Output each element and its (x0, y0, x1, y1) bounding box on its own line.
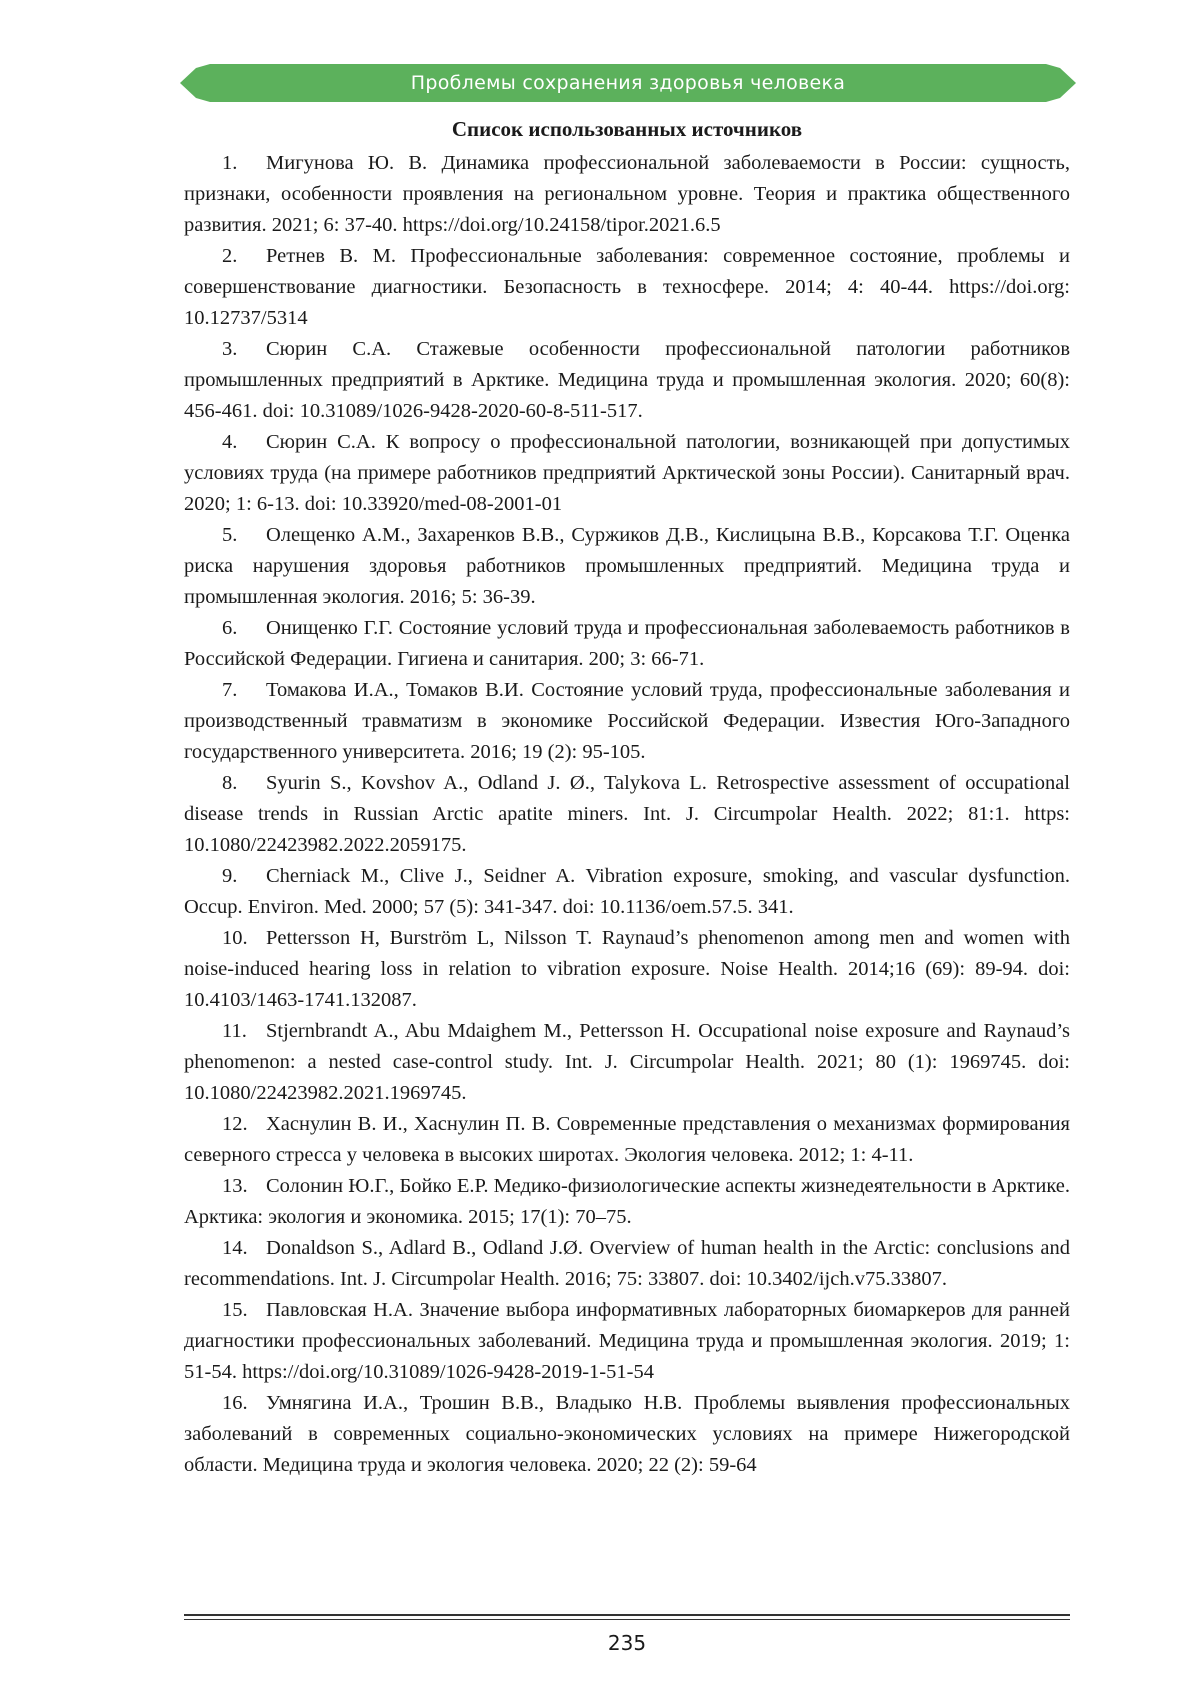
reference-list (184, 148, 1070, 1481)
reference-text: Умнягина И.А., Трошин В.В., Владыко Н.В. Проблемы выявления профессиональных заболеваний в современных социально-экономических условиях на примере Нижегородской области. Медицина труда и экология человека. 2020; 22 (2): 59-64 (184, 1392, 1070, 1476)
header-title: Проблемы сохранения здоровья человека (180, 64, 1076, 102)
reference-number: 6. (222, 613, 266, 644)
reference-text: Donaldson S., Adlard B., Odland J.Ø. Overview of human health in the Arctic: conclusions and recommendations. Int. J. Circumpolar Health. 2016; 75: 33807. doi: 10.3402/ijch.v75.33807. (184, 1237, 1070, 1290)
reference-number: 2. (222, 241, 266, 272)
running-header (180, 64, 1076, 102)
reference-number: 4. (222, 427, 266, 458)
reference-number: 9. (222, 861, 266, 892)
reference-text: Олещенко А.М., Захаренков В.В., Суржиков Д.В., Кислицына В.В., Корсакова Т.Г. Оценка риска нарушения здоровья работников промышленных предприятий. Медицина труда и промышленная экология. 2016; 5: 36-39. (184, 524, 1070, 608)
reference-text: Павловская Н.А. Значение выбора информативных лабораторных биомаркеров для ранней диагностики профессиональных заболеваний. Медицина труда и промышленная экология. 2019; 1: 51-54. https://doi.org/10.31089/1026-9428-2019-1-51-54 (184, 1299, 1070, 1383)
reference-item (184, 427, 1070, 520)
footer-rule-line (184, 1614, 1070, 1616)
reference-item (184, 923, 1070, 1016)
footer-rule (184, 1614, 1070, 1623)
reference-number: 12. (222, 1109, 266, 1140)
reference-text: Syurin S., Kovshov A., Odland J. Ø., Talykova L. Retrospective assessment of occupational disease trends in Russian Arctic apatite miners. Int. J. Circumpolar Health. 2022; 81:1. https: 10.1080/22423982.2022.2059175. (184, 772, 1070, 856)
reference-item (184, 1171, 1070, 1233)
reference-text: Мигунова Ю. В. Динамика профессиональной заболеваемости в России: сущность, признаки, особенности проявления на региональном уровне. Теория и практика общественного развития. 2021; 6: 37-40. https://doi.org/10.24158/tipor.2021.6.5 (184, 152, 1070, 236)
reference-item (184, 520, 1070, 613)
reference-text: Stjernbrandt A., Abu Mdaighem M., Pettersson H. Occupational noise exposure and Raynaud’s phenomenon: a nested case-control study. Int. J. Circumpolar Health. 2021; 80 (1): 1969745. doi: 10.1080/22423982.2021.1969745. (184, 1020, 1070, 1104)
reference-text: Cherniack M., Clive J., Seidner A. Vibration exposure, smoking, and vascular dysfunction. Occup. Environ. Med. 2000; 57 (5): 341-347. doi: 10.1136/oem.57.5. 341. (184, 865, 1070, 918)
reference-item (184, 861, 1070, 923)
reference-item (184, 1295, 1070, 1388)
reference-text: Сюрин С.А. К вопросу о профессиональной патологии, возникающей при допустимых условиях труда (на примере работников предприятий Арктической зоны России). Санитарный врач. 2020; 1: 6-13. doi: 10.33920/med-08-2001-01 (184, 431, 1070, 515)
reference-number: 7. (222, 675, 266, 706)
reference-number: 15. (222, 1295, 266, 1326)
reference-text: Хаснулин В. И., Хаснулин П. В. Современные представления о механизмах формирования северного стресса у человека в высоких широтах. Экология человека. 2012; 1: 4-11. (184, 1113, 1070, 1166)
footer-rule-line (184, 1619, 1070, 1621)
reference-number: 14. (222, 1233, 266, 1264)
references-section (184, 114, 1070, 1481)
reference-text: Солонин Ю.Г., Бойко Е.Р. Медико-физиологические аспекты жизнедеятельности в Арктике. Арктика: экология и экономика. 2015; 17(1): 70–75. (184, 1175, 1070, 1228)
reference-number: 10. (222, 923, 266, 954)
reference-number: 13. (222, 1171, 266, 1202)
reference-number: 11. (222, 1016, 266, 1047)
reference-item (184, 1016, 1070, 1109)
reference-text: Томакова И.А., Томаков В.И. Состояние условий труда, профессиональные заболевания и производственный травматизм в экономике Российской Федерации. Известия Юго-Западного государственного университета. 2016; 19 (2): 95-105. (184, 679, 1070, 763)
reference-text: Ретнев В. М. Профессиональные заболевания: современное состояние, проблемы и совершенствование диагностики. Безопасность в техносфере. 2014; 4: 40-44. https://doi.org: 10.12737/5314 (184, 245, 1070, 329)
reference-item (184, 1233, 1070, 1295)
reference-item (184, 334, 1070, 427)
reference-text: Сюрин С.А. Стажевые особенности профессиональной патологии работников промышленных предприятий в Арктике. Медицина труда и промышленная экология. 2020; 60(8): 456-461. doi: 10.31089/1026-9428-2020-60-8-511-517. (184, 338, 1070, 422)
reference-item (184, 241, 1070, 334)
reference-number: 1. (222, 148, 266, 179)
reference-text: Онищенко Г.Г. Состояние условий труда и профессиональная заболеваемость работников в Российской Федерации. Гигиена и санитария. 200; 3: 66-71. (184, 617, 1070, 670)
reference-item (184, 613, 1070, 675)
reference-item (184, 768, 1070, 861)
page-number: 235 (184, 1628, 1070, 1658)
section-heading: Список использованных источников (184, 114, 1070, 144)
reference-number: 8. (222, 768, 266, 799)
reference-text: Pettersson H, Burström L, Nilsson T. Raynaud’s phenomenon among men and women with noise-induced hearing loss in relation to vibration exposure. Noise Health. 2014;16 (69): 89-94. doi: 10.4103/1463-1741.132087. (184, 927, 1070, 1011)
reference-item (184, 1109, 1070, 1171)
reference-item (184, 1388, 1070, 1481)
reference-item (184, 675, 1070, 768)
reference-number: 16. (222, 1388, 266, 1419)
reference-number: 5. (222, 520, 266, 551)
reference-item (184, 148, 1070, 241)
reference-number: 3. (222, 334, 266, 365)
